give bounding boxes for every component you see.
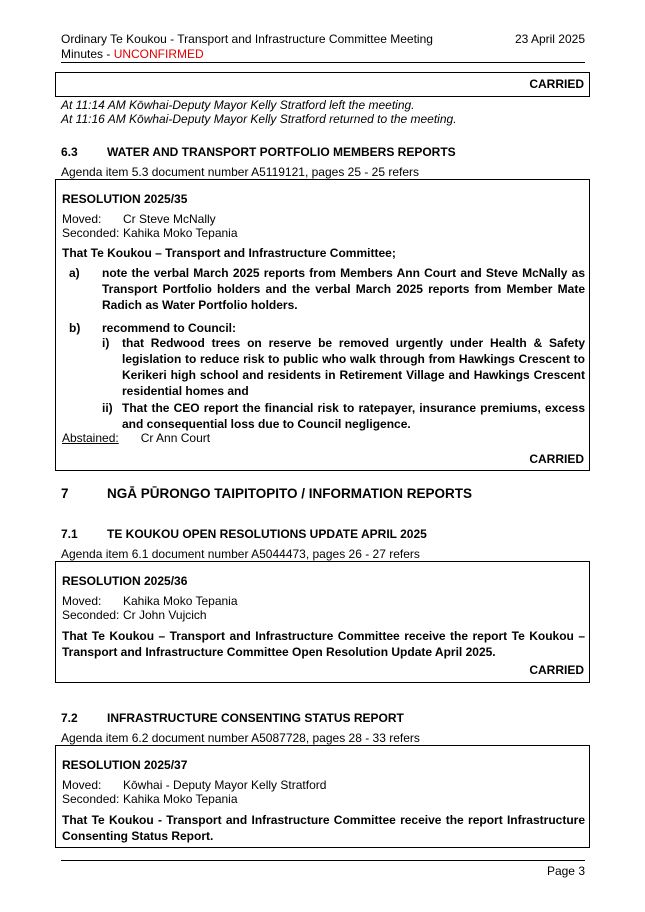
meeting-note: At 11:14 AM Kōwhai-Deputy Mayor Kelly Stratford left the meeting.	[61, 98, 415, 112]
moved-label: Moved:	[62, 594, 102, 608]
meeting-note: At 11:16 AM Kōwhai-Deputy Mayor Kelly Stratford returned to the meeting.	[61, 112, 457, 126]
agenda-reference: Agenda item 6.2 document number A5087728, pages 28 - 33 refers	[61, 731, 420, 745]
item-label: b)	[69, 321, 81, 335]
moved-by: Kahika Moko Tepania	[123, 594, 238, 608]
moved-line	[62, 594, 238, 608]
resolution-title: RESOLUTION 2025/36	[62, 574, 188, 588]
subitem-text: that Redwood trees on reserve be removed urgently under Health & Safety legislation to reduce risk to public who walk through from Hawkings Crescent to Kerikeri high school and residents in Retirement Village and Hawkings Crescent residential homes and	[122, 336, 585, 398]
moved-label: Moved:	[62, 212, 102, 226]
seconded-line	[62, 608, 207, 622]
seconded-by: Kahika Moko Tepania	[123, 792, 238, 806]
seconded-by: Kahika Moko Tepania	[123, 226, 238, 240]
agenda-reference: Agenda item 6.1 document number A5044473, pages 26 - 27 refers	[61, 547, 420, 561]
unconfirmed-status: UNCONFIRMED	[113, 47, 204, 61]
header-date: 23 April 2025	[514, 32, 585, 46]
seconded-label: Seconded:	[62, 608, 120, 622]
seconded-label: Seconded:	[62, 226, 120, 240]
agenda-reference: Agenda item 5.3 document number A5119121, pages 25 - 25 refers	[61, 165, 420, 179]
section-number: 7	[61, 486, 69, 501]
resolution-box	[55, 179, 590, 471]
header-title: Ordinary Te Koukou - Transport and Infrastructure Committee Meeting	[61, 32, 433, 46]
seconded-line	[62, 226, 238, 240]
item-text: recommend to Council:	[102, 321, 237, 335]
seconded-label: Seconded:	[62, 792, 120, 806]
section-number: 6.3	[61, 145, 78, 159]
item-text: note the verbal March 2025 reports from Members Ann Court and Steve McNally as Transport Portfolio holders and the verbal March 2025 reports from Member Mate Radich as Water Portfolio holders.	[102, 266, 585, 312]
item-label: a)	[69, 266, 80, 280]
seconded-line	[62, 792, 238, 806]
footer-divider	[61, 860, 585, 861]
subitem-label: i)	[102, 336, 110, 350]
page-number: Page 3	[546, 864, 585, 878]
section-title: INFRASTRUCTURE CONSENTING STATUS REPORT	[107, 711, 404, 725]
section-title: NGĀ PŪRONGO TAIPITOPITO / INFORMATION REPORTS	[107, 486, 473, 501]
moved-label: Moved:	[62, 778, 102, 792]
header-subtitle-prefix: Minutes -	[61, 47, 114, 61]
section-title: WATER AND TRANSPORT PORTFOLIO MEMBERS REPORTS	[107, 145, 456, 159]
abstained-member: Cr Ann Court	[140, 431, 211, 445]
resolution-text: That Te Koukou – Transport and Infrastructure Committee receive the report Te Koukou – Transport and Infrastructure Committee Open Resolution Update April 2025.	[62, 629, 585, 659]
moved-line	[62, 778, 326, 792]
resolution-intro: That Te Koukou – Transport and Infrastructure Committee;	[62, 246, 396, 260]
header-divider	[61, 62, 585, 63]
previous-resolution-box	[55, 72, 590, 97]
moved-line	[62, 212, 216, 226]
section-number: 7.2	[61, 711, 78, 725]
abstained-line	[62, 431, 210, 445]
resolution-box	[55, 745, 590, 848]
resolution-text: That Te Koukou - Transport and Infrastructure Committee receive the report Infrastructure Consenting Status Report.	[62, 813, 585, 843]
resolution-title: RESOLUTION 2025/35	[62, 192, 188, 206]
section-title: TE KOUKOU OPEN RESOLUTIONS UPDATE APRIL 2025	[107, 527, 427, 541]
moved-by: Cr Steve McNally	[123, 212, 216, 226]
abstained-label: Abstained:	[62, 431, 119, 445]
resolution-box	[55, 561, 590, 683]
page-header	[61, 32, 585, 62]
resolution-title: RESOLUTION 2025/37	[62, 758, 188, 772]
carried-label: CARRIED	[529, 663, 584, 677]
carried-label: CARRIED	[529, 77, 584, 91]
seconded-by: Cr John Vujcich	[123, 608, 207, 622]
header-subtitle	[61, 47, 585, 62]
carried-label: CARRIED	[529, 452, 584, 466]
moved-by: Kōwhai - Deputy Mayor Kelly Stratford	[123, 778, 327, 792]
subitem-label: ii)	[102, 401, 113, 415]
subitem-text: That the CEO report the financial risk to ratepayer, insurance premiums, excess and consequential loss due to Council negligence.	[122, 401, 585, 431]
section-number: 7.1	[61, 527, 78, 541]
